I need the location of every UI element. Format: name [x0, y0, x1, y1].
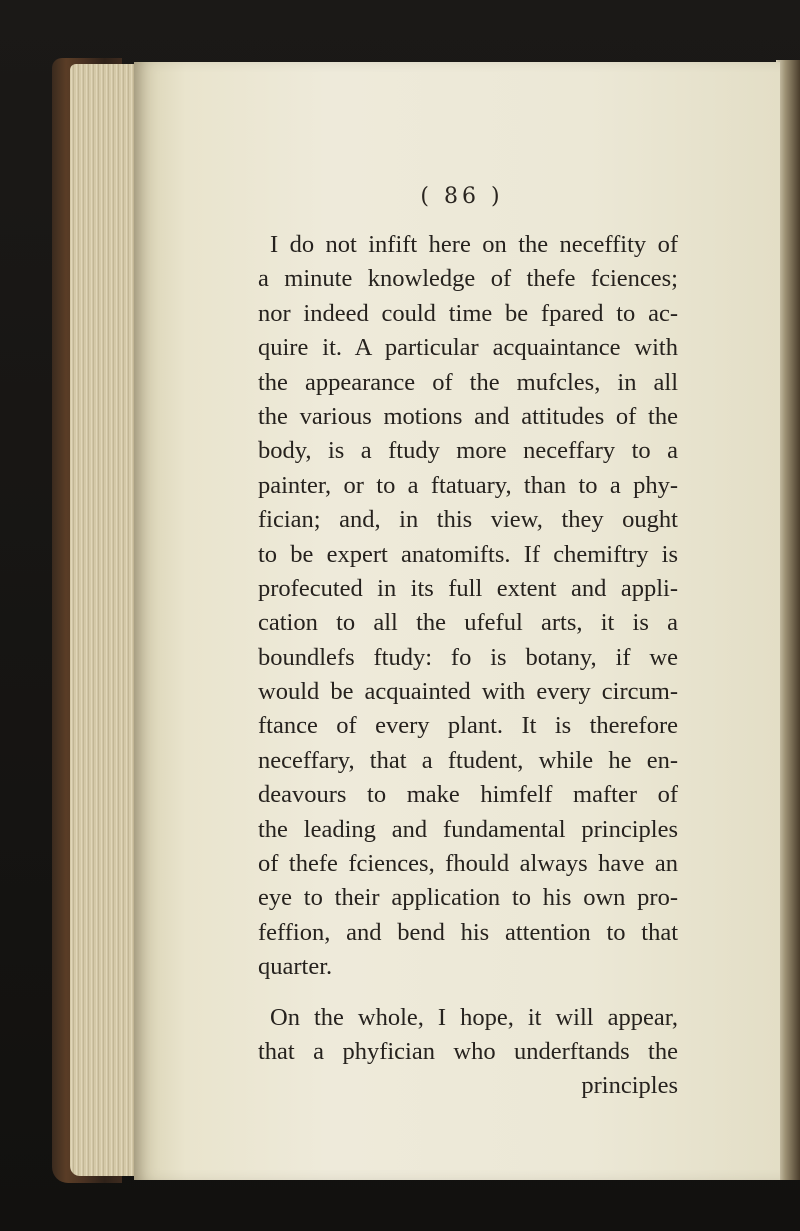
- catchword: principles: [581, 1072, 678, 1100]
- text-line: of thefe fciences, fhould always have an: [258, 850, 678, 878]
- text-line: feffion, and bend his attention to that: [258, 918, 678, 946]
- text-line: deavours to make himfelf mafter of: [258, 781, 678, 809]
- text-line: the various motions and attitudes of the: [258, 402, 678, 430]
- text-line: painter, or to a ftatuary, than to a phy-: [258, 471, 678, 499]
- text-line: quire it. A particular acquaintance with: [258, 334, 678, 362]
- text-line: nor indeed could time be fpared to ac-: [258, 299, 678, 327]
- page-text: [258, 228, 678, 1103]
- text-line: to be expert anatomifts. If chemiftry is: [258, 540, 678, 568]
- text-line: body, is a ftudy more neceffary to a: [258, 437, 678, 465]
- text-line: the leading and fundamental principles: [258, 815, 678, 843]
- text-line: ftance of every plant. It is therefore: [258, 712, 678, 740]
- text-line: I do not infift here on the neceffity of: [270, 231, 678, 258]
- text-line: neceffary, that a ftudent, while he en-: [258, 746, 678, 774]
- text-line: that a phyfician who underftands the: [258, 1037, 678, 1065]
- text-line: a minute knowledge of thefe fciences;: [258, 265, 678, 293]
- text-line: quarter.: [258, 953, 333, 981]
- text-line: would be acquainted with every circum-: [258, 678, 678, 706]
- page-edges: [70, 64, 140, 1176]
- text-line: boundlefs ftudy: fo is botany, if we: [258, 643, 678, 671]
- text-line: On the whole, I hope, it will appear,: [270, 1003, 678, 1031]
- text-line: eye to their application to his own pro-: [258, 884, 678, 912]
- text-line: the appearance of the mufcles, in all: [258, 368, 678, 396]
- page-number: ( 86 ): [420, 184, 504, 209]
- text-line: cation to all the ufeful arts, it is a: [258, 609, 678, 637]
- text-line: profecuted in its full extent and appli-: [258, 574, 678, 602]
- text-line: fician; and, in this view, they ought: [258, 506, 678, 534]
- book-page: [134, 62, 780, 1180]
- paragraph-gap: [258, 985, 678, 1001]
